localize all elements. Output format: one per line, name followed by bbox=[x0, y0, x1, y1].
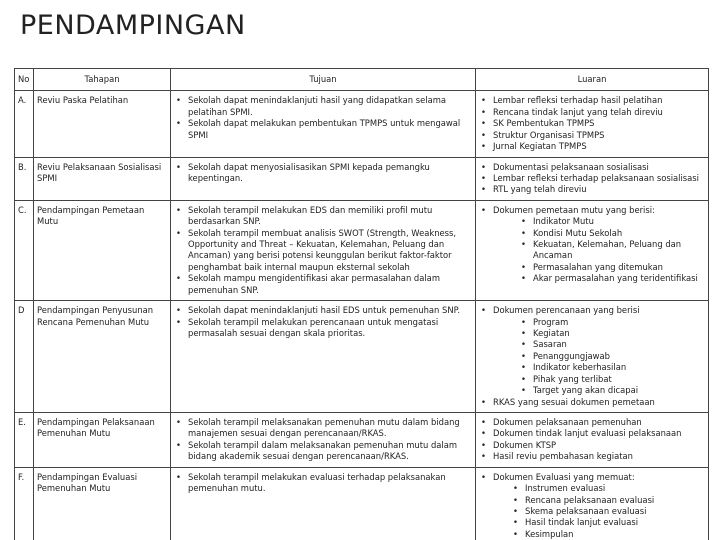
list-item: • Sekolah dapat menindaklanjuti hasil EDS untuk pemenuhan SNP. bbox=[174, 305, 472, 316]
list-item: • Sekolah terampil melakukan EDS dan memiliki profil mutu berdasarkan SNP. bbox=[174, 205, 472, 228]
list-item: • Dokumen Evaluasi yang memuat: bbox=[479, 472, 705, 483]
sub-list-item: • Kegiatan bbox=[479, 328, 705, 339]
table-row bbox=[15, 412, 709, 467]
sub-list-item: • Kekuatan, Kelemahan, Peluang dan Ancaman bbox=[479, 239, 705, 262]
row-no: F. bbox=[15, 467, 34, 540]
sub-list-item: • Rencana pelaksanaan evaluasi bbox=[479, 495, 705, 506]
sub-list-item: • Skema pelaksanaan evaluasi bbox=[479, 506, 705, 517]
table-row bbox=[15, 157, 709, 200]
row-no: A. bbox=[15, 91, 34, 157]
row-luaran bbox=[476, 467, 709, 540]
list-item: • Lembar refleksi terhadap hasil pelatihan bbox=[479, 95, 705, 106]
row-tujuan bbox=[171, 200, 476, 300]
header-no: No bbox=[15, 69, 34, 91]
list-item: • Sekolah terampil dalam melaksanakan pemenuhan mutu dalam bidang akademik sesuai dengan perencanaan/RKAS. bbox=[174, 440, 472, 463]
row-luaran bbox=[476, 412, 709, 467]
row-no: D bbox=[15, 301, 34, 413]
sub-list-item: • Kesimpulan bbox=[479, 529, 705, 540]
row-tahapan: Reviu Paska Pelatihan bbox=[34, 91, 171, 157]
list-item: • Struktur Organisasi TPMPS bbox=[479, 130, 705, 141]
list-item: • Dokumen tindak lanjut evaluasi pelaksanaan bbox=[479, 428, 705, 439]
row-tujuan bbox=[171, 467, 476, 540]
list-item: • Sekolah terampil melakukan perencanaan untuk mengatasi permasalah sesuai dengan skala prioritas. bbox=[174, 317, 472, 340]
list-item: • Dokumen KTSP bbox=[479, 440, 705, 451]
sub-list-item: • Penanggungjawab bbox=[479, 351, 705, 362]
row-tujuan bbox=[171, 91, 476, 157]
list-item: • Sekolah dapat menindaklanjuti hasil yang didapatkan selama pelatihan SPMI. bbox=[174, 95, 472, 118]
list-item: • Dokumen pemetaan mutu yang berisi: bbox=[479, 205, 705, 216]
list-item: • Dokumen perencanaan yang berisi bbox=[479, 305, 705, 316]
row-tahapan: Pendampingan Evaluasi Pemenuhan Mutu bbox=[34, 467, 171, 540]
sub-list-item: • Hasil tindak lanjut evaluasi bbox=[479, 517, 705, 528]
sub-list-item: • Instrumen evaluasi bbox=[479, 483, 705, 494]
list-item: • Dokumentasi pelaksanaan sosialisasi bbox=[479, 162, 705, 173]
list-item: • RTL yang telah direviu bbox=[479, 184, 705, 195]
row-tujuan bbox=[171, 301, 476, 413]
sub-list-item: • Indikator keberhasilan bbox=[479, 362, 705, 373]
list-item: • Sekolah dapat menyosialisasikan SPMI kepada pemangku kepentingan. bbox=[174, 162, 472, 185]
row-tahapan: Reviu Pelaksanaan Sosialisasi SPMI bbox=[34, 157, 171, 200]
list-item: • Hasil reviu pembahasan kegiatan bbox=[479, 451, 705, 462]
row-no: B. bbox=[15, 157, 34, 200]
pendampingan-table bbox=[14, 68, 709, 540]
sub-list-item: • Pihak yang terlibat bbox=[479, 374, 705, 385]
header-tujuan: Tujuan bbox=[171, 69, 476, 91]
header-tahapan: Tahapan bbox=[34, 69, 171, 91]
list-item: • Sekolah dapat melakukan pembentukan TPMPS untuk mengawal SPMI bbox=[174, 118, 472, 141]
row-luaran bbox=[476, 200, 709, 300]
table-header-row bbox=[15, 69, 709, 91]
list-item: • Sekolah terampil membuat analisis SWOT (Strength, Weakness, Opportunity and Threat – Kekuatan, Kelemahan, Peluang dan Ancaman) yang berisi potensi keunggulan berikut faktor-faktor penghambat baik internal maupun eksternal sekolah bbox=[174, 228, 472, 274]
list-item: • Lembar refleksi terhadap pelaksanaan sosialisasi bbox=[479, 173, 705, 184]
list-item: • Rencana tindak lanjut yang telah direviu bbox=[479, 107, 705, 118]
sub-list-item: • Kondisi Mutu Sekolah bbox=[479, 228, 705, 239]
row-no: C. bbox=[15, 200, 34, 300]
row-luaran bbox=[476, 157, 709, 200]
page-title: PENDAMPINGAN bbox=[20, 10, 246, 41]
list-item: • Dokumen pelaksanaan pemenuhan bbox=[479, 417, 705, 428]
sub-list-item: • Program bbox=[479, 317, 705, 328]
row-tujuan bbox=[171, 157, 476, 200]
list-item: • Sekolah terampil melaksanakan pemenuhan mutu dalam bidang manajemen sesuai dengan perencanaan/RKAS. bbox=[174, 417, 472, 440]
sub-list-item: • Sasaran bbox=[479, 339, 705, 350]
table-row bbox=[15, 467, 709, 540]
sub-list-item: • Target yang akan dicapai bbox=[479, 385, 705, 396]
row-no: E. bbox=[15, 412, 34, 467]
list-item: • Sekolah terampil melakukan evaluasi terhadap pelaksanakan pemenuhan mutu. bbox=[174, 472, 472, 495]
sub-list-item: • Indikator Mutu bbox=[479, 216, 705, 227]
row-tahapan: Pendampingan Penyusunan Rencana Pemenuhan Mutu bbox=[34, 301, 171, 413]
header-luaran: Luaran bbox=[476, 69, 709, 91]
list-item: • SK Pembentukan TPMPS bbox=[479, 118, 705, 129]
list-item: • RKAS yang sesuai dokumen pemetaan bbox=[479, 397, 705, 408]
row-tahapan: Pendampingan Pemetaan Mutu bbox=[34, 200, 171, 300]
list-item: • Sekolah mampu mengidentifikasi akar permasalahan dalam pemenuhan SNP. bbox=[174, 273, 472, 296]
row-luaran bbox=[476, 91, 709, 157]
row-luaran bbox=[476, 301, 709, 413]
table-row bbox=[15, 301, 709, 413]
table-row bbox=[15, 91, 709, 157]
sub-list-item: • Permasalahan yang ditemukan bbox=[479, 262, 705, 273]
list-item: • Jurnal Kegiatan TPMPS bbox=[479, 141, 705, 152]
row-tahapan: Pendampingan Pelaksanaan Pemenuhan Mutu bbox=[34, 412, 171, 467]
sub-list-item: • Akar permasalahan yang teridentifikasi bbox=[479, 273, 705, 284]
table-row bbox=[15, 200, 709, 300]
row-tujuan bbox=[171, 412, 476, 467]
